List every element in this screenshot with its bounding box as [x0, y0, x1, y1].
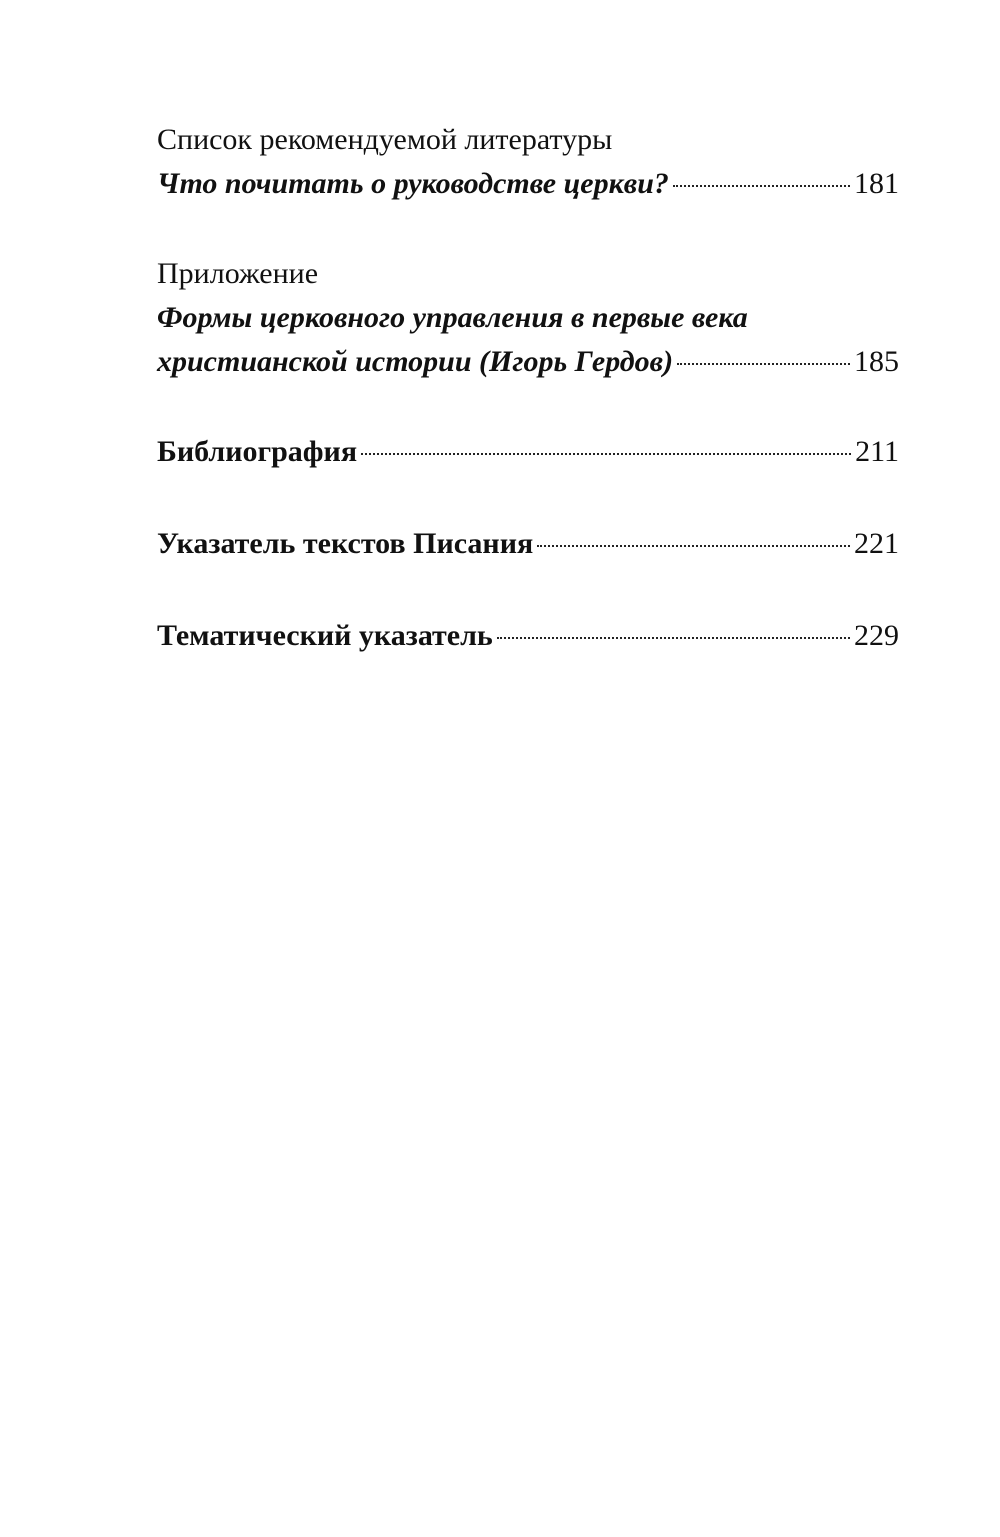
page-number: 221: [854, 527, 899, 560]
entry-subtitle: христианской истории (Игорь Гердов): [157, 345, 674, 378]
toc-entry-subtitle-line: [157, 296, 899, 340]
toc-entry-bibliography: [157, 430, 899, 474]
table-of-contents: [157, 118, 899, 658]
page-number: 229: [854, 619, 899, 652]
toc-entry-row: [157, 162, 899, 206]
entry-title: Тематический указатель: [157, 619, 493, 652]
toc-section-appendix: [157, 252, 899, 384]
toc-section-recommended-reading: [157, 118, 899, 206]
entry-subtitle: Формы церковного управления в первые века: [157, 301, 748, 334]
entry-subtitle: Что почитать о руководстве церкви?: [157, 167, 669, 200]
dot-leader: [361, 453, 851, 455]
section-heading: Список рекомендуемой литературы: [157, 123, 613, 156]
dot-leader: [497, 637, 850, 639]
toc-entry-subject-index: [157, 614, 899, 658]
dot-leader: [677, 363, 850, 365]
toc-entry-scripture-index: [157, 522, 899, 566]
page-number: 185: [854, 345, 899, 378]
entry-title: Указатель текстов Писания: [157, 527, 534, 560]
dot-leader: [537, 545, 850, 547]
entry-title: Библиография: [157, 435, 358, 468]
page-number: 181: [854, 167, 899, 200]
section-heading: Приложение: [157, 257, 319, 290]
page-number: 211: [855, 435, 899, 468]
dot-leader: [673, 185, 850, 187]
toc-entry-row: [157, 340, 899, 384]
